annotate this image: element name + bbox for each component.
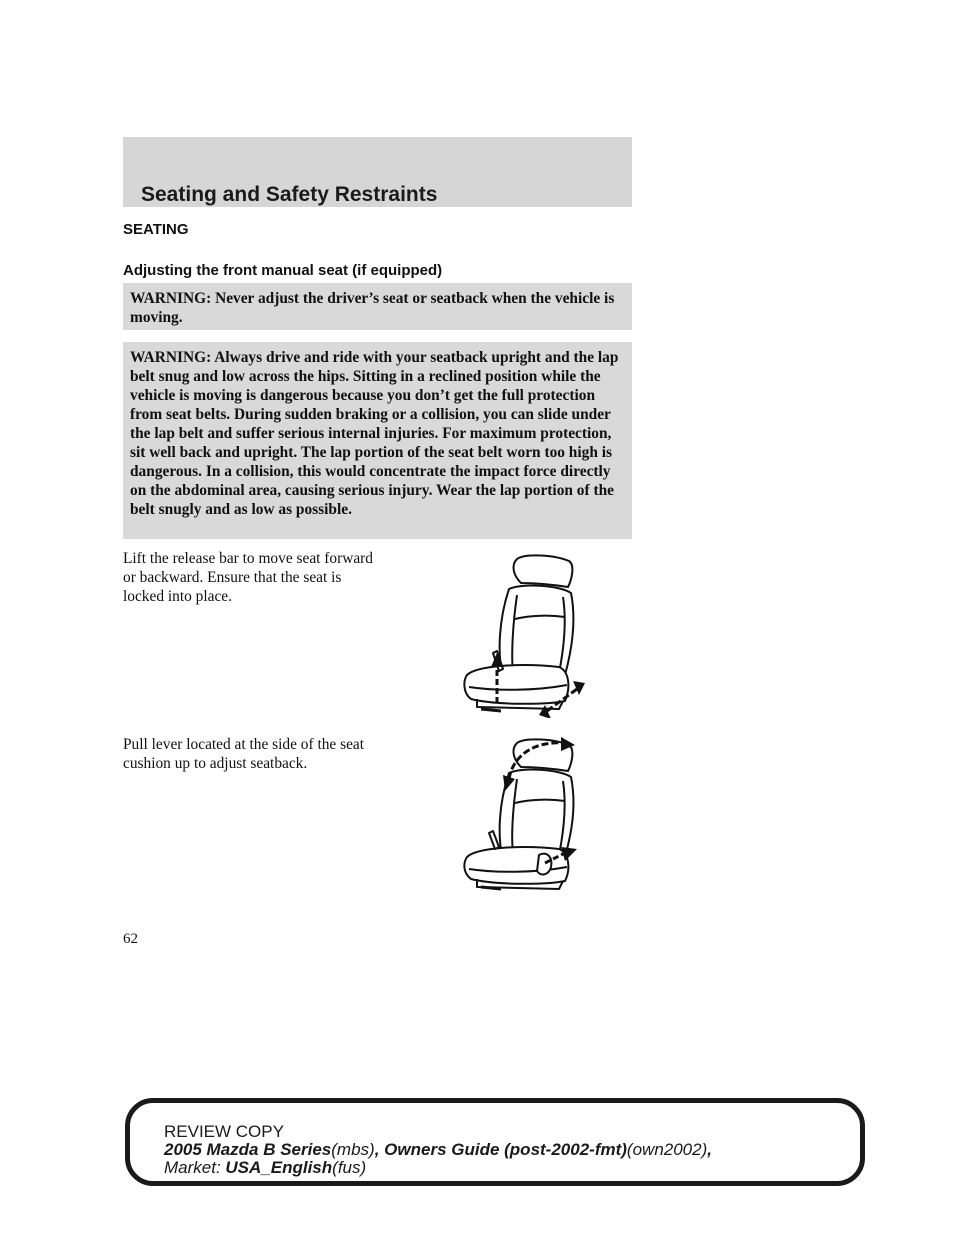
footer-guide: , Owners Guide (post-2002-fmt) <box>374 1140 627 1159</box>
section-subtitle: Adjusting the front manual seat (if equipped) <box>123 262 443 279</box>
footer-market-code: (fus) <box>332 1158 367 1177</box>
footer-guide-code: (own2002) <box>626 1140 708 1159</box>
footer-model-code: (mbs) <box>331 1140 375 1159</box>
footer-line-market <box>164 1159 712 1177</box>
seatback-recline-illustration <box>455 735 590 895</box>
warning-box-seatback-upright <box>123 342 632 539</box>
section-title: SEATING <box>123 221 189 238</box>
paragraph-text: Pull lever located at the side of the seat cushion up to adjust seatback. <box>123 736 365 772</box>
page-header-title: Seating and Safety Restraints <box>141 183 438 206</box>
instruction-recline-lever <box>123 735 383 773</box>
paragraph-text: Lift the release bar to move seat forward or backward. Ensure that the seat is locked into place. <box>123 550 373 605</box>
instruction-release-bar <box>123 549 383 606</box>
warning-box-seat-adjust <box>123 283 632 330</box>
footer-line-review: REVIEW COPY <box>164 1122 284 1141</box>
warning-text: WARNING: Always drive and ride with your seatback upright and the lap belt snug and low across the hips. Sitting in a reclined position while the vehicle is moving is dangerous because you don’t get the full protection from seat belts. During sudden braking or a collision, you can slide under the lap belt and suffer serious internal injuries. For maximum protection, sit well back and upright. The lap portion of the seat belt worn too high is dangerous. In a collision, this would concentrate the impact force directly on the abdominal area, causing serious injury. Wear the lap portion of the belt snugly and as low as possible. <box>130 349 619 518</box>
footer-market-label: Market: <box>164 1158 226 1177</box>
seat-fore-aft-illustration <box>455 553 590 718</box>
footer-line-model <box>164 1141 712 1159</box>
warning-text: WARNING: Never adjust the driver’s seat or seatback when the vehicle is moving. <box>130 290 615 326</box>
footer-market: USA_English <box>225 1158 333 1177</box>
footer-comma: , <box>707 1140 712 1159</box>
review-copy-footer <box>164 1123 712 1177</box>
page-number: 62 <box>123 931 138 947</box>
footer-model: 2005 Mazda B Series <box>164 1140 332 1159</box>
